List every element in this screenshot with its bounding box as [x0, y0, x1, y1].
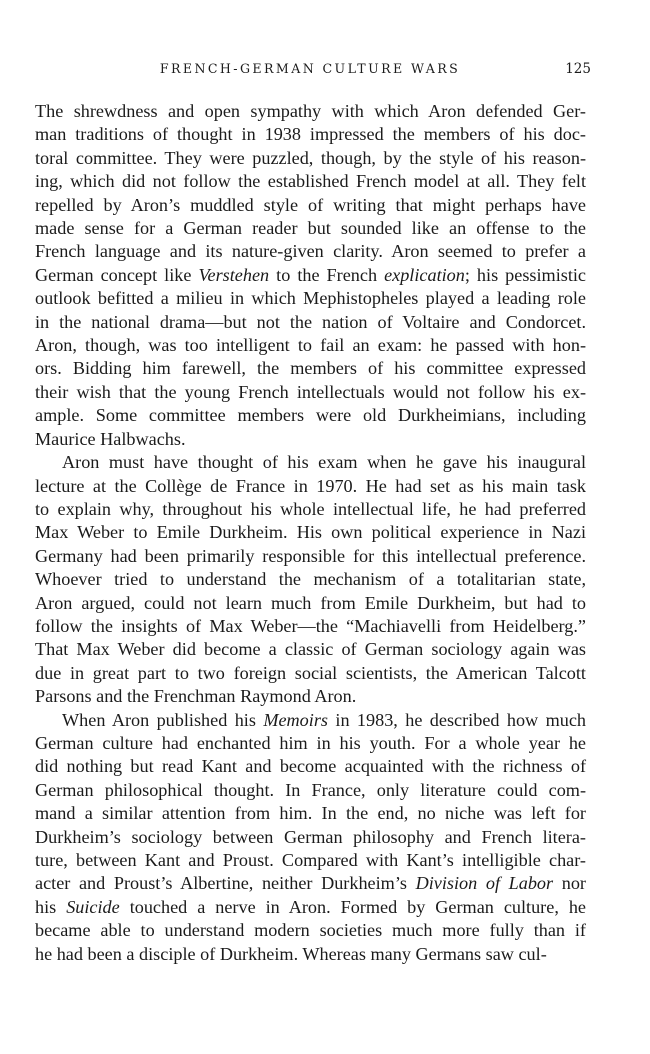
text-segment: nor — [553, 873, 586, 894]
text-segment: ors. Bidding him farewell, the members of his committee expressed — [35, 358, 586, 379]
text-segment: outlook befitted a milieu in which Mephistopheles played a leading role — [35, 288, 586, 309]
text-segment: German culture had enchanted him in his youth. For a whole year he — [35, 732, 586, 753]
text-segment: ture, between Kant and Proust. Compared with Kant’s intelligible char- — [35, 850, 586, 870]
text-segment: Aron must have thought of his exam when he gave his inaugural — [62, 452, 586, 473]
text-segment: in the national drama—but not the nation of Voltaire and Condorcet. — [35, 311, 586, 332]
running-title: FRENCH-GERMAN CULTURE WARS — [159, 61, 461, 76]
text-segment: his — [35, 896, 67, 917]
text-segment: ample. Some committee members were old Durkheimians, including — [35, 405, 586, 426]
text-line — [35, 100, 586, 123]
text-segment: lecture at the Collège de France in 1970. He had set as his main task — [35, 475, 586, 496]
text-segment: Durkheim’s sociology between German philosophy and French litera- — [35, 826, 586, 847]
text-line — [35, 709, 586, 732]
text-line — [35, 521, 586, 544]
text-line — [35, 381, 586, 404]
text-segment: to the French — [269, 264, 385, 285]
text-line — [35, 498, 586, 521]
italic-term: Division of Labor — [415, 873, 554, 894]
text-line — [35, 779, 586, 802]
text-line — [35, 592, 586, 615]
text-line — [35, 802, 586, 825]
text-segment: he had been a disciple of Durkheim. Whereas many Germans saw cul- — [35, 943, 547, 964]
text-segment: their wish that the young French intellectuals would not follow his ex- — [35, 381, 586, 402]
text-segment: Maurice Halbwachs. — [35, 428, 186, 449]
text-line — [35, 404, 586, 427]
text-segment: acter and Proust’s Albertine, neither Durkheim’s — [35, 873, 416, 894]
text-segment: toral committee. They were puzzled, though, by the style of his reason- — [35, 147, 586, 168]
text-segment: French language and its nature-given clarity. Aron seemed to prefer a — [35, 241, 586, 262]
text-segment: Germany had been primarily responsible for this intellectual preference. — [35, 545, 586, 566]
italic-term: Memoirs — [263, 709, 328, 730]
text-line — [35, 123, 586, 146]
text-line — [35, 943, 586, 966]
text-line — [35, 475, 586, 498]
text-line — [35, 311, 586, 334]
text-segment: ing, which did not follow the established French model at all. They felt — [35, 171, 586, 192]
page-number: 125 — [565, 61, 591, 77]
text-line — [35, 568, 586, 591]
text-segment: Aron argued, could not learn much from Emile Durkheim, but had to — [35, 592, 586, 613]
text-segment: did nothing but read Kant and become acquainted with the richness of — [35, 756, 586, 777]
text-segment: German philosophical thought. In France, only literature could com- — [35, 779, 586, 800]
text-line — [35, 685, 586, 708]
text-line — [35, 264, 586, 287]
text-line — [35, 287, 586, 310]
body-text — [35, 100, 586, 966]
text-segment: Max Weber to Emile Durkheim. His own political experience in Nazi — [35, 522, 586, 543]
text-segment: due in great part to two foreign social scientists, the American Talcott — [35, 662, 586, 683]
text-segment: ; his pessimistic — [464, 264, 587, 285]
text-segment: became able to understand modern societies much more fully than if — [35, 920, 586, 941]
text-line — [35, 638, 586, 661]
text-line — [35, 240, 586, 263]
text-line — [35, 170, 586, 193]
text-line — [35, 147, 586, 170]
italic-term: Suicide — [66, 896, 120, 917]
text-segment: Parsons and the Frenchman Raymond Aron. — [35, 686, 357, 707]
text-segment: That Max Weber did become a classic of German sociology again was — [35, 639, 586, 660]
text-line — [35, 919, 586, 942]
text-segment: man traditions of thought in 1938 impressed the members of his doc- — [35, 124, 586, 145]
text-line — [35, 872, 586, 895]
text-line — [35, 755, 586, 778]
italic-term: explication — [384, 264, 465, 285]
text-segment: in 1983, he described how much — [328, 709, 586, 730]
text-segment: to explain why, throughout his whole intellectual life, he had preferred — [35, 498, 586, 519]
italic-term: Verstehen — [198, 264, 270, 285]
text-line — [35, 357, 586, 380]
text-line — [35, 428, 586, 451]
text-line — [35, 194, 586, 217]
text-segment: touched a nerve in Aron. Formed by German culture, he — [119, 896, 586, 917]
text-line — [35, 896, 586, 919]
text-line — [35, 334, 586, 357]
text-line — [35, 217, 586, 240]
text-segment: repelled by Aron’s muddled style of writing that might perhaps have — [35, 194, 586, 215]
text-segment: German concept like — [35, 264, 199, 285]
text-segment: The shrewdness and open sympathy with which Aron defended Ger- — [35, 101, 586, 121]
running-head — [35, 61, 591, 81]
text-line — [35, 451, 586, 474]
text-line — [35, 662, 586, 685]
text-line — [35, 826, 586, 849]
text-segment: made sense for a German reader but sounded like an offense to the — [35, 218, 586, 239]
text-line — [35, 615, 586, 638]
text-segment: When Aron published his — [62, 709, 264, 730]
text-segment: follow the insights of Max Weber—the “Machiavelli from Heidelberg.” — [35, 615, 586, 636]
text-segment: mand a similar attention from him. In the end, no niche was left for — [35, 803, 586, 824]
text-line — [35, 545, 586, 568]
text-segment: Whoever tried to understand the mechanism of a totalitarian state, — [35, 569, 586, 590]
text-line — [35, 732, 586, 755]
text-line — [35, 849, 586, 872]
text-segment: Aron, though, was too intelligent to fail an exam: he passed with hon- — [35, 335, 586, 356]
